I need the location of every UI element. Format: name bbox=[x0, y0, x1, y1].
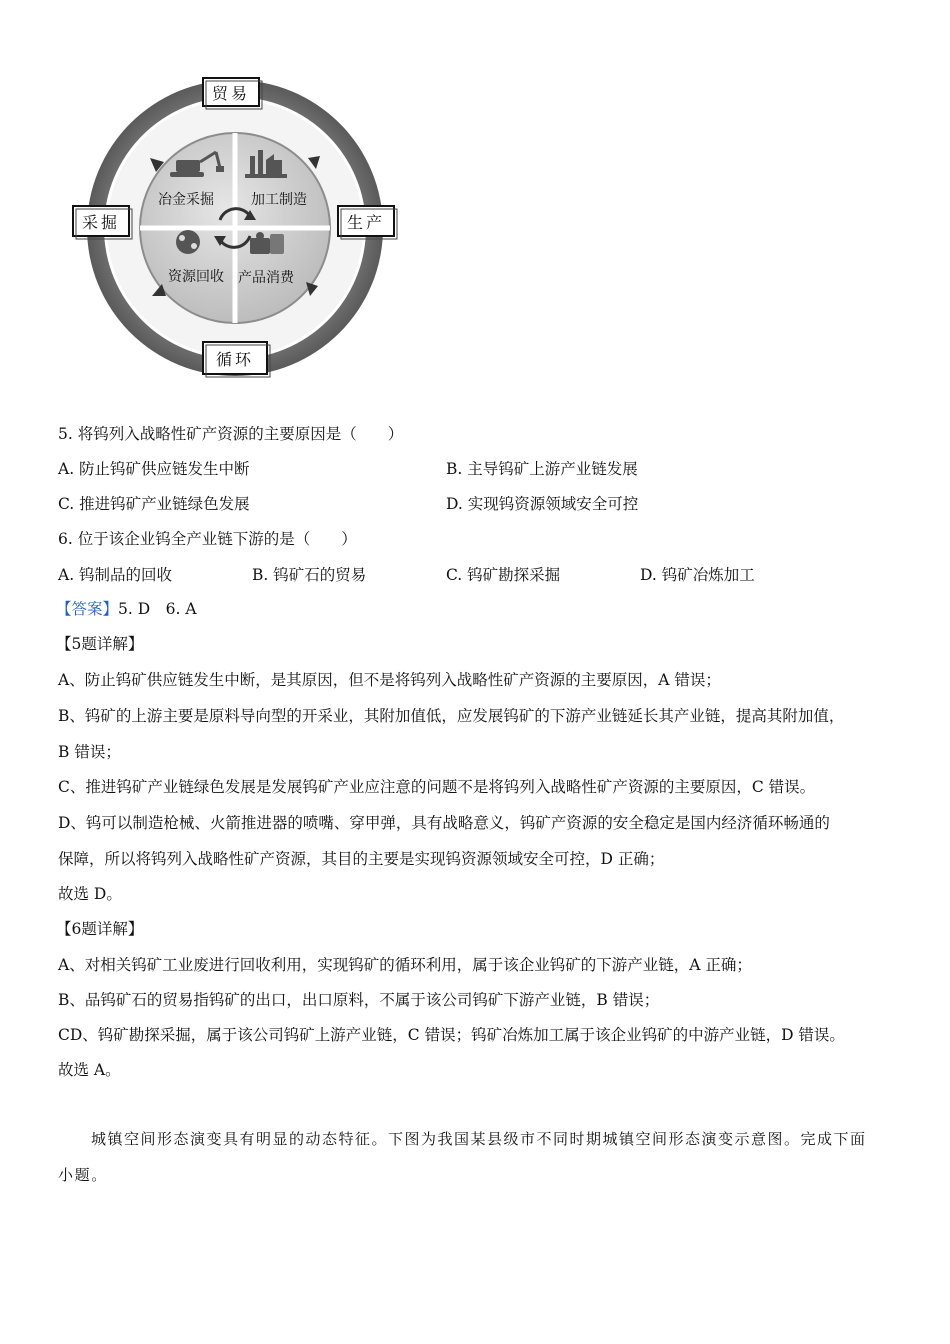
detail6-line: A、对相关钨矿工业废进行回收利用，实现钨矿的循环利用，属于该企业钨矿的下游产业链，A 正确； bbox=[58, 956, 752, 974]
passage-intro-cont: 小题。 bbox=[58, 1166, 108, 1184]
detail6-line: CD、钨矿勘探采掘，属于该公司钨矿上游产业链，C 错误；钨矿冶炼加工属于该企业钨矿的中游产业链，D 错误。 bbox=[58, 1026, 845, 1044]
industry-chain-diagram bbox=[70, 70, 410, 390]
outer-label-production bbox=[338, 206, 397, 239]
outer-label-trade bbox=[203, 78, 262, 109]
answer-tag: 【答案】 bbox=[56, 600, 119, 618]
q6-option-d[interactable]: D. 钨矿冶炼加工 bbox=[640, 566, 755, 584]
detail5-line: C、推进钨矿产业链绿色发展是发展钨矿产业应注意的问题不是将钨列入战略性矿产资源的主要原因，C 错误。 bbox=[58, 778, 816, 796]
detail5-line: B、钨矿的上游主要是原料导向型的开采业，其附加值低，应发展钨矿的下游产业链延长其产业链，提高其附加值， bbox=[58, 707, 845, 725]
recycle-icon bbox=[176, 230, 200, 254]
answer-text: 5. D 6. A bbox=[118, 600, 197, 618]
svg-text:采掘: 采掘 bbox=[81, 213, 121, 232]
q5-option-d[interactable]: D. 实现钨资源领域安全可控 bbox=[446, 495, 639, 513]
detail5-line: 保障，所以将钨列入战略性矿产资源，其目的主要是实现钨资源领域安全可控，D 正确； bbox=[58, 850, 665, 868]
detail6-line: B、品钨矿石的贸易指钨矿的出口，出口原料，不属于该公司钨矿下游产业链，B 错误； bbox=[58, 991, 660, 1009]
outer-label-cycle bbox=[203, 342, 270, 377]
detail5-line: 故选 D。 bbox=[58, 885, 122, 903]
detail5-line: A、防止钨矿供应链发生中断，是其原因，但不是将钨列入战略性矿产资源的主要原因，A 错误； bbox=[58, 671, 721, 689]
q6-stem: 6. 位于该企业钨全产业链下游的是（ ） bbox=[58, 530, 357, 548]
q5-option-b[interactable]: B. 主导钨矿上游产业链发展 bbox=[446, 460, 638, 478]
svg-text:循环: 循环 bbox=[215, 350, 255, 369]
detail5-line: B 错误； bbox=[58, 743, 121, 761]
q5-stem: 5. 将钨列入战略性矿产资源的主要原因是（ ） bbox=[58, 425, 404, 443]
detail6-title: 【6题详解】 bbox=[56, 920, 144, 938]
svg-text:贸易: 贸易 bbox=[211, 84, 251, 103]
inner-label-consumption: 产品消费 bbox=[238, 270, 294, 286]
answer-line bbox=[56, 599, 197, 619]
inner-label-mining: 冶金采掘 bbox=[158, 192, 214, 208]
inner-label-processing: 加工制造 bbox=[251, 192, 307, 208]
detail5-title: 【5题详解】 bbox=[56, 635, 144, 653]
outer-label-extraction bbox=[73, 206, 132, 239]
q5-option-c[interactable]: C. 推进钨矿产业链绿色发展 bbox=[58, 495, 250, 513]
detail5-line: D、钨可以制造枪械、火箭推进器的喷嘴、穿甲弹，具有战略意义，钨矿产资源的安全稳定是国内经济循环畅通的 bbox=[58, 814, 830, 832]
q6-option-a[interactable]: A. 钨制品的回收 bbox=[58, 566, 173, 584]
passage-intro: 城镇空间形态演变具有明显的动态特征。下图为我国某县级市不同时期城镇空间形态演变示意图。完成下面 bbox=[58, 1130, 867, 1148]
svg-text:生产: 生产 bbox=[346, 213, 386, 232]
detail6-line: 故选 A。 bbox=[58, 1061, 121, 1079]
inner-label-recycling: 资源回收 bbox=[168, 269, 224, 285]
q6-option-b[interactable]: B. 钨矿石的贸易 bbox=[252, 566, 367, 584]
q5-option-a[interactable]: A. 防止钨矿供应链发生中断 bbox=[58, 460, 250, 478]
q6-option-c[interactable]: C. 钨矿勘探采掘 bbox=[446, 566, 561, 584]
